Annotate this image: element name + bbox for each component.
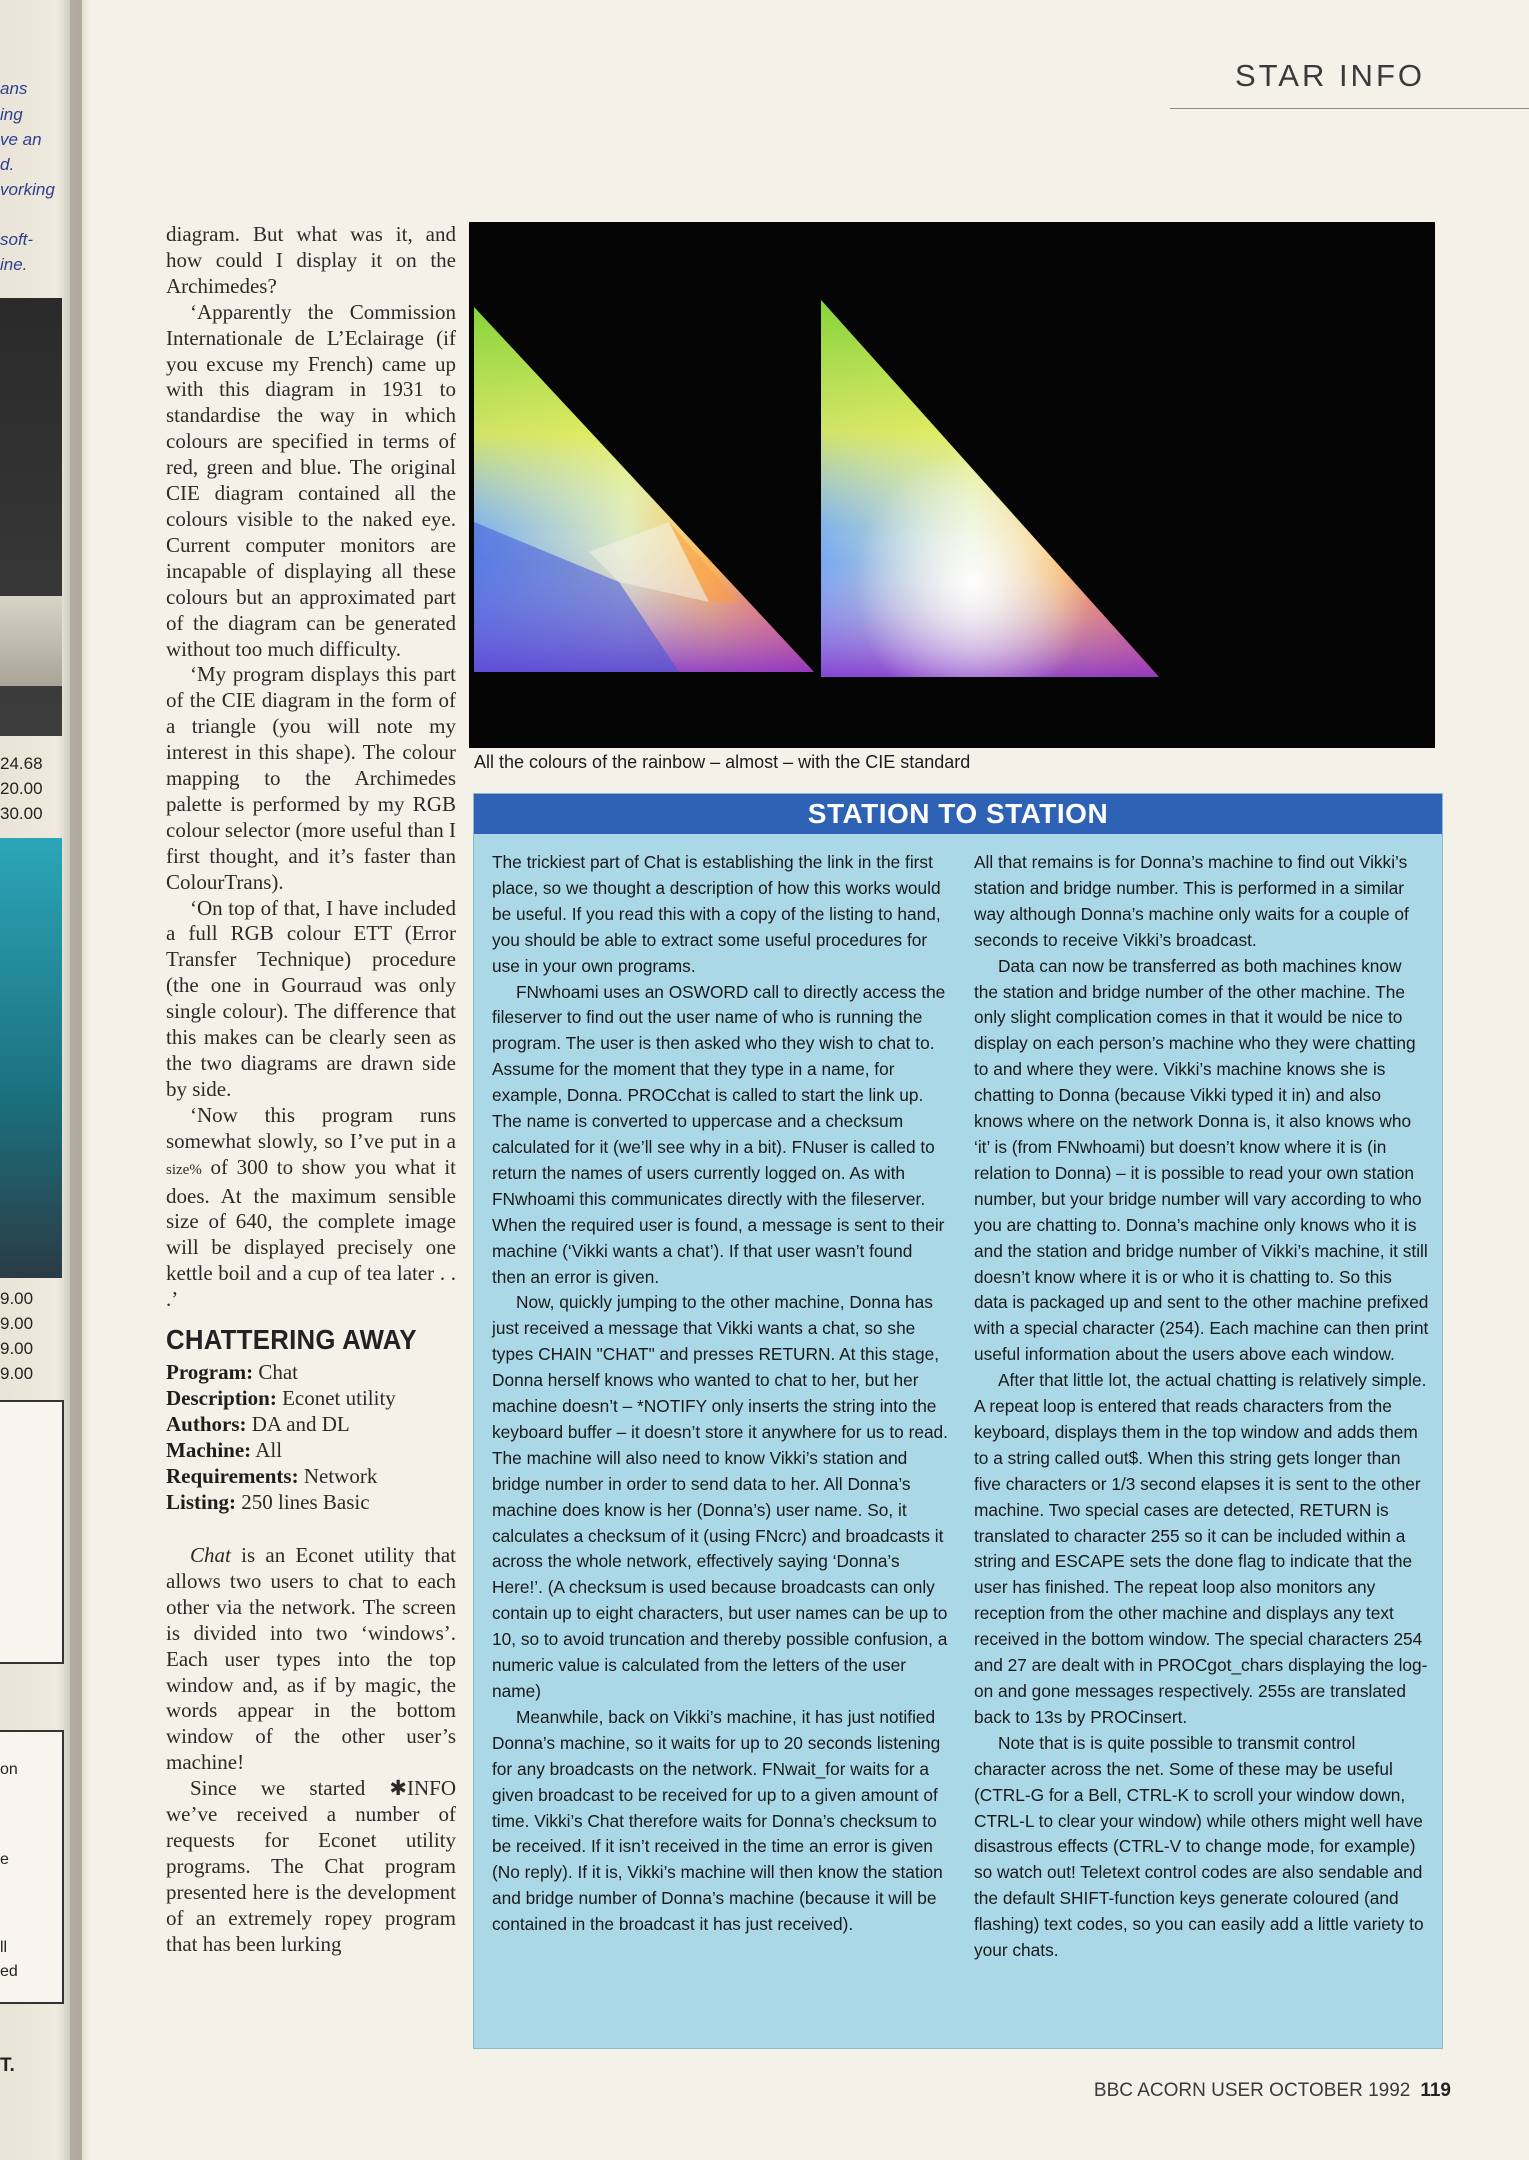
facing-page-photo-detail — [0, 596, 62, 686]
body-paragraph: diagram. But what was it, and how could I display it on the Archimedes? — [166, 222, 456, 298]
program-specs — [166, 1359, 456, 1515]
body-paragraph: ‘On top of that, I have included a full RGB colour ETT (Error Transfer Technique) procedure (the one in Gourraud was only single colour). The difference that this makes can be clearly seen as the two diagrams are drawn side by side. — [166, 895, 456, 1101]
program-name: Chat — [190, 1542, 231, 1567]
facing-page-photo — [0, 838, 62, 1278]
section-heading: CHATTERING AWAY — [166, 1324, 417, 1356]
spec-label: Listing: — [166, 1489, 237, 1514]
body-text: is an Econet utility that allows two users to chat to each other via the network. The screen is divided into two ‘windows’. Each user types into the top window and, as if by magic, the words appear in the bottom window of the other user’s machine! — [166, 1542, 457, 1775]
body-text: of 300 to show you what it does. At the maximum sensible size of 640, the complete image will be displayed precisely one kettle boil and a cup of tea later . . .’ — [166, 1154, 457, 1312]
margin-fragment: vorking — [0, 180, 55, 199]
margin-fragment: ine. — [0, 255, 28, 274]
body-paragraph: Since we started ✱INFO we’ve received a number of requests for Econet utility programs. The Chat program presented here is the development of an extremely ropey program that has been lurking — [166, 1776, 456, 1956]
spec-label: Machine: — [166, 1437, 252, 1462]
margin-fragment: ing — [0, 105, 23, 124]
margin-number: 20.00 — [0, 779, 43, 798]
spec-row — [166, 1489, 456, 1515]
margin-fragment: on — [0, 1761, 18, 1778]
sidebar-column-1 — [492, 850, 948, 1964]
margin-number: 30.00 — [0, 804, 43, 823]
spec-row — [166, 1359, 456, 1385]
margin-fragment: d. — [0, 155, 15, 174]
page-number: 119 — [1420, 2080, 1451, 2101]
sidebar-paragraph: Note that is is quite possible to transmit control character across the net. Some of these may be useful (CTRL-G for a Bell, CTRL-K to scroll your window down, CTRL-L to clear your window) while others might well have disastrous effects (CTRL-V to change mode, for example) so watch out! Teletext control codes are also sendable and the default SHIFT-function keys generate coloured (and flashing) text codes, so you can easily add a little variety to your chats. — [974, 1732, 1424, 1961]
triangle-smooth — [821, 300, 1159, 677]
spec-label: Program: — [166, 1359, 254, 1384]
facing-page-box — [0, 1400, 64, 1664]
sidebar-paragraph: FNwhoami uses an OSWORD call to directly access the fileserver to find out the user name of who is running the program. The user is then asked who they wish to chat to. Assume for the moment that they type in a name, for example, Donna. PROCchat is called to start the link up. The name is converted to uppercase and a checksum calculated for it (we’ll see why in a bit). FNuser is called to return the names of users currently logged on. As with FNwhoami this communicates directly with the fileserver. When the required user is found, a message is sent to their machine (‘Vikki wants a chat’). If that user wasn’t found then an error is given. — [492, 981, 946, 1287]
left-text-column — [166, 222, 456, 1957]
spec-value: 250 lines Basic — [241, 1489, 370, 1514]
margin-number: 9.00 — [0, 1339, 34, 1358]
sidebar-paragraph: Now, quickly jumping to the other machine, Donna has just received a message that Vikki wants a chat, so she types CHAIN "CHAT" and presses RETURN. At this stage, Donna herself knows who wanted to chat to her, but her machine doesn’t – *NOTIFY only inserts the string into the keyboard buffer – it doesn’t store it anywhere for us to read. The machine will also need to know Vikki’s station and bridge number in order to send data to her. All Donna’s machine does know is her (Donna’s) user name. So, it calculates a checksum of it (using FNcrc) and broadcasts it across the whole network, effectively saying ‘Donna’s Here!’. (A checksum is used because broadcasts can only contain up to eight characters, but user names can be up to 10, so to avoid truncation and thereby possible confusion, a numeric value is calculated from the letters of the user name) — [492, 1292, 948, 1701]
sidebar-paragraph: The trickiest part of Chat is establishing the link in the first place, so we thought a description of how this works would be useful. If you read this with a copy of the listing to hand, you should be able to extract some useful procedures for use in your own programs. — [492, 852, 941, 976]
spec-row — [166, 1437, 456, 1463]
margin-number: 9.00 — [0, 1314, 34, 1333]
spec-label: Requirements: — [166, 1463, 299, 1488]
body-paragraph: ‘Apparently the Commission Internationale de L’Eclairage (if you excuse my French) came up with this diagram in 1931 to standardise the way in which colours are specified in terms of red, green and blue. The original CIE diagram contained all the colours visible to the naked eye. Current computer monitors are incapable of displaying all these colours but an approximated part of the diagram can be generated without too much difficulty. — [166, 299, 456, 661]
body-paragraph — [166, 1103, 456, 1313]
sidebar-title: STATION TO STATION — [474, 794, 1442, 834]
margin-fragment: ed — [0, 1963, 18, 1980]
margin-number: 24.68 — [0, 754, 43, 773]
running-head: STAR INFO — [1234, 58, 1425, 93]
triangle-dithered — [474, 307, 814, 672]
sidebar-paragraph: Meanwhile, back on Vikki’s machine, it has just notified Donna’s machine, so it waits for up to 20 seconds listening for any broadcasts on the network. FNwait_for waits for a given broadcast to be received for up to a given amount of time. Vikki’s Chat therefore waits for Donna’s checksum to be received. If it isn’t received in the time an error is given (No reply). If it is, Vikki’s machine will then know the station and bridge number of Donna’s machine (because it will be contained in the broadcast it has just received). — [492, 1706, 943, 1935]
sidebar-box — [473, 793, 1443, 2049]
margin-fragment: T. — [0, 2055, 15, 2076]
margin-fragment: ve an — [0, 130, 42, 149]
page-footer — [1094, 2080, 1451, 2102]
body-paragraph: ‘My program displays this part of the CIE diagram in the form of a triangle (you will note my interest in this shape). The colour mapping to the Archimedes palette is performed by my RGB colour selector (more useful than I first thought, and it’s faster than ColourTrans). — [166, 662, 456, 894]
page-gutter — [70, 0, 90, 2160]
cie-diagram-graphic — [469, 222, 1435, 748]
margin-fragment: ans — [0, 79, 28, 98]
body-paragraph — [166, 1543, 456, 1776]
sidebar-column-2 — [974, 850, 1430, 1964]
spec-row — [166, 1463, 456, 1489]
spec-value: DA and DL — [251, 1411, 350, 1436]
margin-number: 9.00 — [0, 1289, 34, 1308]
sidebar-paragraph: After that little lot, the actual chatting is relatively simple. A repeat loop is entered that reads characters from the keyboard, displays them in the top window and adds them to a string called out$. When this string gets longer than five characters or 1/3 second elapses it is sent to the other machine. Two special cases are detected, RETURN is translated to character 255 so it can be included within a string and ESCAPE sets the done flag to indicate that the user has finished. The repeat loop also monitors any reception from the other machine and displays any text received in the bottom window. The special characters 254 and 27 are dealt with in PROCgot_chars displaying the log-on and gone messages respectively. 255s are translated back to 13s by PROCinsert. — [974, 1370, 1428, 1727]
spec-label: Description: — [166, 1385, 277, 1410]
spec-value: Network — [303, 1463, 378, 1488]
spec-value: Econet utility — [282, 1385, 396, 1410]
variable-name: size% — [166, 1161, 202, 1178]
spec-value: Chat — [258, 1359, 298, 1384]
margin-fragment: e — [0, 1851, 9, 1868]
sidebar-columns — [492, 850, 1430, 1964]
header-rule — [1170, 108, 1529, 109]
spec-row — [166, 1411, 456, 1437]
margin-fragment: soft- — [0, 230, 34, 249]
spec-label: Authors: — [166, 1411, 247, 1436]
margin-number: 9.00 — [0, 1364, 34, 1383]
sidebar-paragraph: Data can now be transferred as both machines know the station and bridge number of the other machine. The only slight complication comes in that it would be nice to display on each person’s machine who they were chatting to and where they were. Vikki’s machine knows she is chatting to Donna (because Vikki typed it in) and also knows where on the network Donna is, it also knows who ‘it’ is (from FNwhoami) but doesn’t know where it is (in relation to Donna) – it is possible to read your own station number, but your bridge number will vary according to who you are chatting to. Donna’s machine only knows who it is and the station and bridge number of Vikki’s machine, it still doesn’t know where it is or who it is chatting to. So this data is packaged up and sent to the other machine prefixed with a special character (254). Each machine can then print useful information about the users above each window. — [974, 955, 1429, 1365]
publication-line: BBC ACORN USER OCTOBER 1992 — [1093, 2080, 1411, 2101]
spec-row — [166, 1385, 456, 1411]
figure-caption: All the colours of the rainbow – almost – with the CIE standard — [474, 752, 971, 772]
spec-value: All — [255, 1437, 283, 1462]
sidebar-paragraph: All that remains is for Donna’s machine to find out Vikki’s station and bridge number. This is performed in a similar way although Donna’s machine only waits for a couple of seconds to receive Vikki’s broadcast. — [974, 852, 1409, 950]
cie-diagram-figure — [469, 222, 1435, 748]
body-text: ‘Now this program runs somewhat slowly, so I’ve put in a — [166, 1102, 456, 1153]
margin-fragment: ll — [0, 1939, 8, 1956]
